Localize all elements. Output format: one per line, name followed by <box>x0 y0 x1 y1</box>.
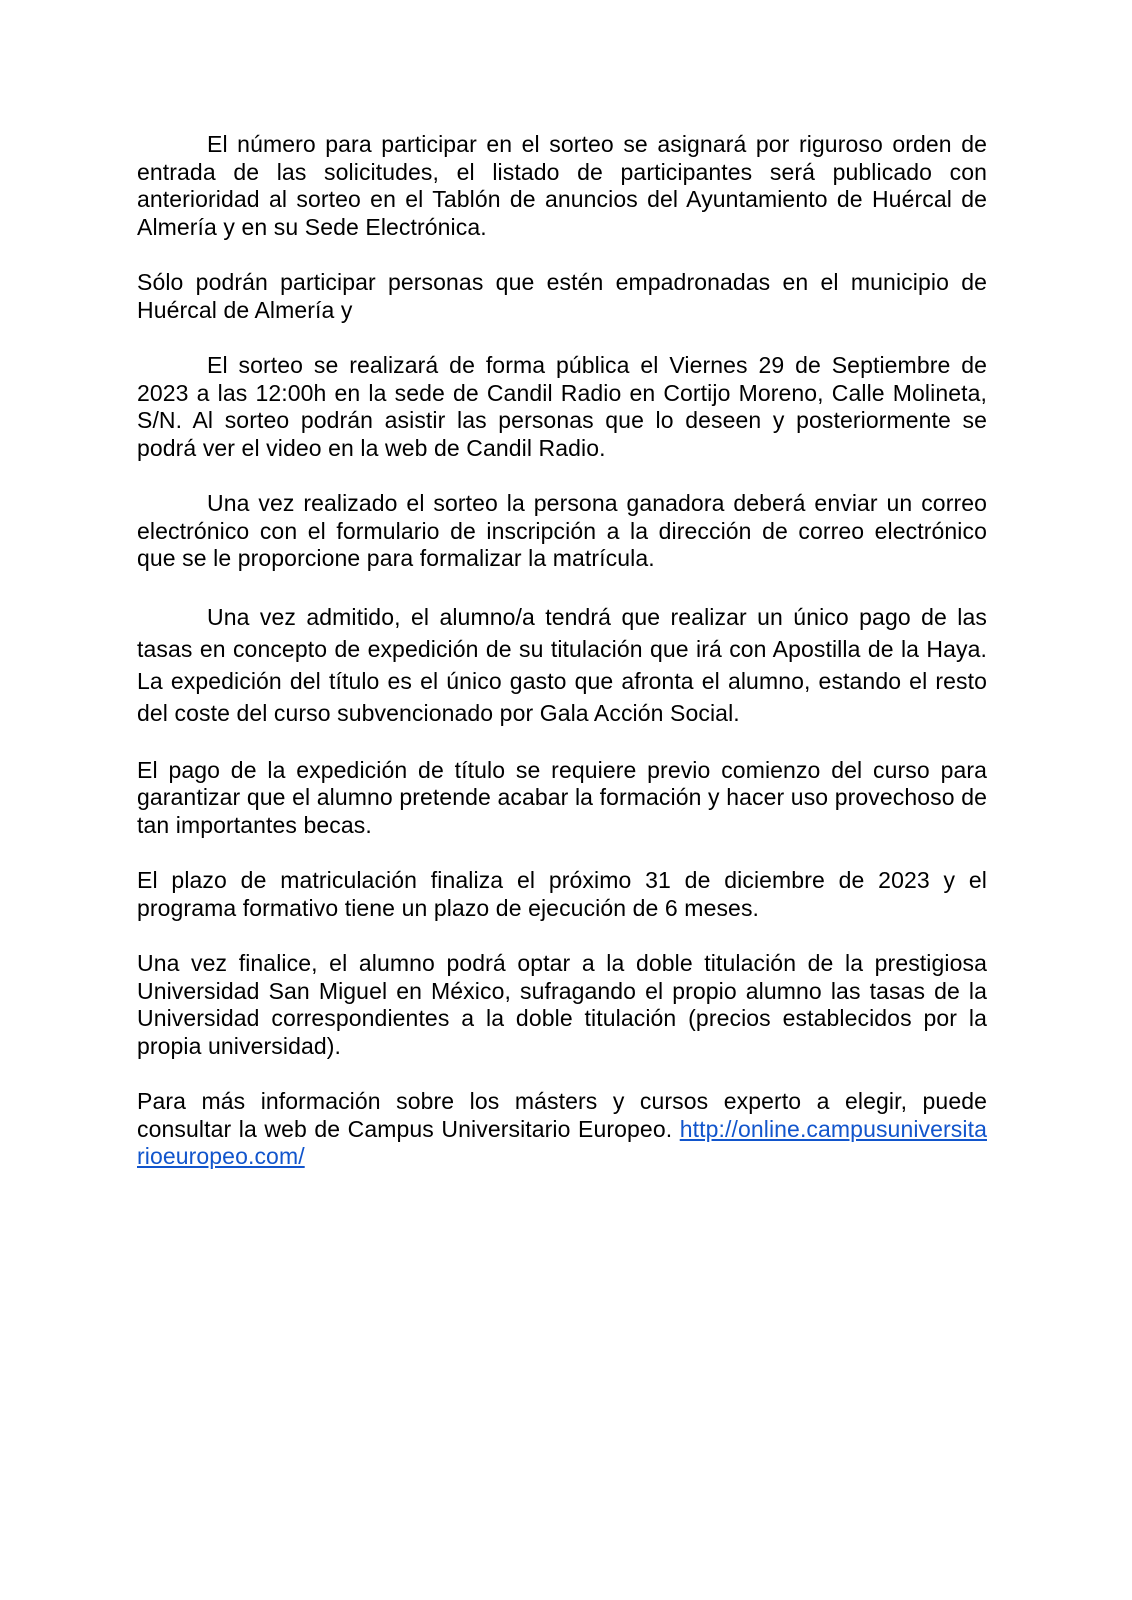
paragraph-double-degree-option: Una vez finalice, el alumno podrá optar a la doble titulación de la prestigiosa Universidad San Miguel en México, sufragando el propio alumno las tasas de la Universidad correspondientes a la doble titulación (precios establecidos por la propia universidad). <box>137 950 987 1059</box>
paragraph-lottery-number-assignment: El número para participar en el sorteo se asignará por riguroso orden de entrada de las solicitudes, el listado de participantes será publicado con anterioridad al sorteo en el Tablón de anuncios del Ayuntamiento de Huércal de Almería y en su Sede Electrónica. <box>137 131 987 240</box>
paragraph-enrollment-deadline: El plazo de matriculación finaliza el próximo 31 de diciembre de 2023 y el programa formativo tiene un plazo de ejecución de 6 meses. <box>137 867 987 921</box>
campus-universitario-europeo-link[interactable]: http://online.campusuniversitarioeuropeo.com/ <box>137 1115 987 1169</box>
paragraph-single-payment-fees: Una vez admitido, el alumno/a tendrá que realizar un único pago de las tasas en concepto de expedición de su titulación que irá con Apostilla de la Haya. La expedición del título es el único gasto que afronta el alumno, estando el resto del coste del curso subvencionado por Gala Acción Social. <box>137 603 987 726</box>
paragraph-more-information <box>137 1088 987 1171</box>
paragraph-winner-email-instructions: Una vez realizado el sorteo la persona ganadora deberá enviar un correo electrónico con el formulario de inscripción a la dirección de correo electrónico que se le proporcione para formalizar la matrícula. <box>137 490 987 571</box>
paragraph-participation-requirement: Sólo podrán participar personas que estén empadronadas en el municipio de Huércal de Almería y <box>137 269 987 323</box>
more-information-text: Para más información sobre los másters y cursos experto a elegir, puede consultar la web de Campus Universitario Europeo. <box>137 1088 987 1142</box>
paragraph-payment-guarantee: El pago de la expedición de título se requiere previo comienzo del curso para garantizar que el alumno pretende acabar la formación y hacer uso provechoso de tan importantes becas. <box>137 756 987 838</box>
paragraph-draw-date-location: El sorteo se realizará de forma pública el Viernes 29 de Septiembre de 2023 a las 12:00h en la sede de Candil Radio en Cortijo Moreno, Calle Molineta, S/N. Al sorteo podrán asistir las personas que lo deseen y posteriormente se podrá ver el video en la web de Candil Radio. <box>137 352 987 461</box>
